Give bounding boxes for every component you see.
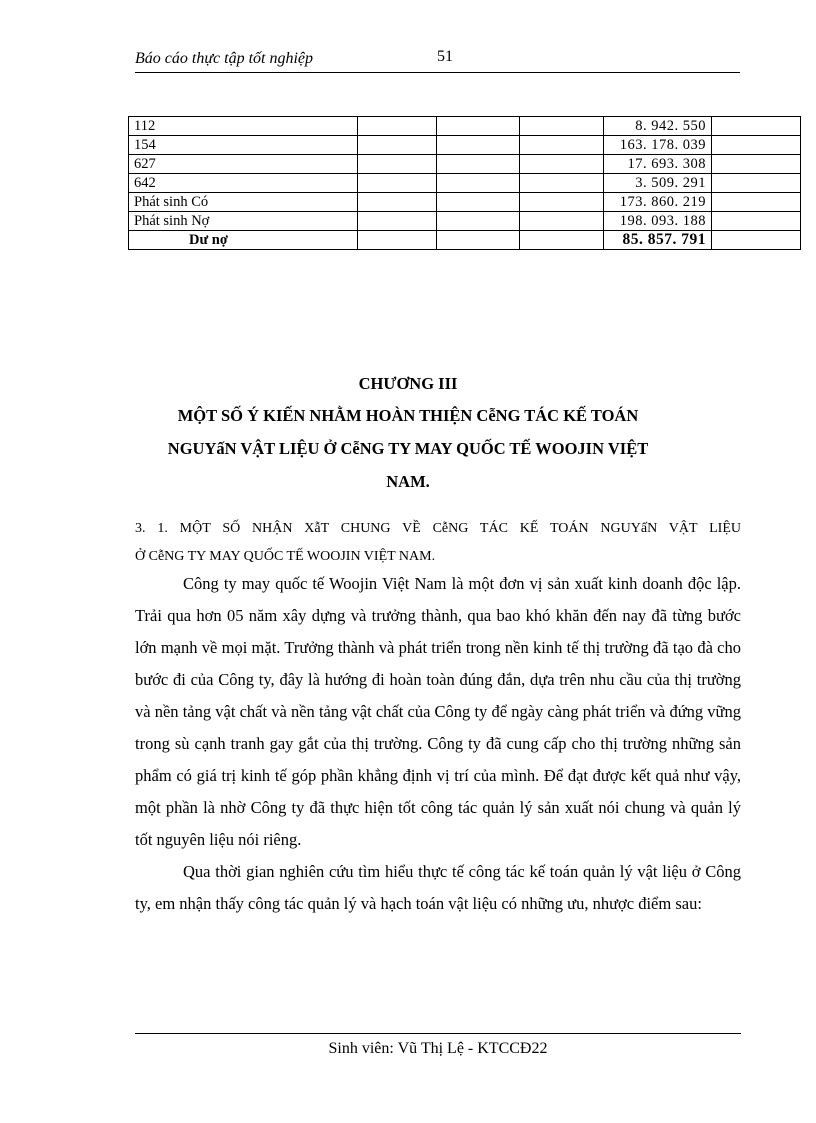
- empty-cell: [358, 155, 437, 174]
- empty-cell: [520, 212, 604, 231]
- amount-cell: 17. 693. 308: [604, 155, 712, 174]
- empty-cell: [437, 117, 520, 136]
- page-header: [135, 48, 740, 73]
- ledger-table: [128, 116, 801, 250]
- paragraph-1: Công ty may quốc tế Woojin Việt Nam là một đơn vị sản xuất kinh doanh độc lập. Trải qua hơn 05 năm xây dựng và trưởng thành, qua bao khó khăn đến nay đã từng bước lớn mạnh về mọi mặt. Trưởng thành và phát triển trong nền kinh tế thị trường đã tạo đà cho bước đi của Công ty, đây là hướng đi hoàn toàn đúng đắn, dựa trên nhu cầu của thị trường và nền tảng vật chất và nền tảng vật chất của Công ty để ngày càng phát triển và đứng vững trong sù cạnh tranh gay gắt của thị trường. Công ty đã cung cấp cho thị trường những sản phẩm có giá trị kinh tế góp phần khẳng định vị trí của mình. Để đạt được kết quả như vậy, một phần là nhờ Công ty đã thực hiện tốt công tác quản lý sản xuất nói chung và quản lý tốt nguyên liệu nói riêng.: [135, 574, 741, 849]
- empty-cell: [520, 136, 604, 155]
- table-row: [129, 117, 801, 136]
- chapter-title-line-2: NGUYấN VẬT LIỆU Ở CễNG TY MAY QUỐC TẾ WOOJIN VIỆT: [167, 439, 649, 458]
- account-cell: Phát sinh Nợ: [129, 212, 358, 231]
- empty-cell: [520, 155, 604, 174]
- empty-cell: [437, 212, 520, 231]
- account-cell: Phát sinh Có: [129, 193, 358, 212]
- empty-cell: [712, 231, 801, 250]
- section-heading-line-2: Ở CễNG TY MAY QUỐC TẾ WOOJIN VIỆT NAM.: [135, 549, 436, 564]
- section-heading-line-1: 3. 1. MỘT SỐ NHẬN XẫT CHUNG VỀ CễNG TÁC KẾ TOÁN NGUYấN VẬT LIỆU: [135, 521, 741, 536]
- empty-cell: [520, 117, 604, 136]
- total-amount: 85. 857. 791: [604, 231, 712, 250]
- empty-cell: [437, 155, 520, 174]
- empty-cell: [358, 117, 437, 136]
- empty-cell: [358, 231, 437, 250]
- chapter-title-line-3: NAM.: [386, 472, 430, 491]
- empty-cell: [437, 174, 520, 193]
- table-row: [129, 174, 801, 193]
- amount-cell: 173. 860. 219: [604, 193, 712, 212]
- empty-cell: [437, 136, 520, 155]
- total-row: [129, 231, 801, 250]
- empty-cell: [520, 231, 604, 250]
- body-text: [135, 568, 741, 920]
- amount-cell: 8. 942. 550: [604, 117, 712, 136]
- empty-cell: [712, 174, 801, 193]
- empty-cell: [358, 212, 437, 231]
- table-row: [129, 193, 801, 212]
- table-row: [129, 155, 801, 174]
- account-cell: 154: [129, 136, 358, 155]
- footer-divider: [135, 1033, 741, 1034]
- empty-cell: [712, 136, 801, 155]
- amount-cell: 163. 178. 039: [604, 136, 712, 155]
- empty-cell: [437, 193, 520, 212]
- empty-cell: [437, 231, 520, 250]
- empty-cell: [712, 117, 801, 136]
- footer-student: Sinh viên: Vũ Thị Lệ - KTCCĐ22: [328, 1040, 548, 1057]
- account-cell: 627: [129, 155, 358, 174]
- account-cell: 642: [129, 174, 358, 193]
- empty-cell: [358, 193, 437, 212]
- empty-cell: [712, 155, 801, 174]
- empty-cell: [520, 193, 604, 212]
- empty-cell: [358, 136, 437, 155]
- table-row: [129, 212, 801, 231]
- paragraph-2: Qua thời gian nghiên cứu tìm hiểu thực tế công tác kế toán quản lý vật liệu ở Công ty, em nhận thấy công tác quản lý và hạch toán vật liệu có những ưu, nhược điểm sau:: [135, 862, 741, 913]
- header-title: Báo cáo thực tập tốt nghiệp: [135, 50, 314, 67]
- empty-cell: [712, 212, 801, 231]
- chapter-title-line-1: MỘT SỐ Ý KIẾN NHẰM HOÀN THIỆN CễNG TÁC KẾ TOÁN: [177, 406, 639, 425]
- table-row: [129, 136, 801, 155]
- empty-cell: [520, 174, 604, 193]
- amount-cell: 3. 509. 291: [604, 174, 712, 193]
- empty-cell: [358, 174, 437, 193]
- empty-cell: [712, 193, 801, 212]
- total-label: Dư nợ: [129, 231, 358, 250]
- amount-cell: 198. 093. 188: [604, 212, 712, 231]
- chapter-label: CHƯƠNG III: [358, 374, 458, 393]
- account-cell: 112: [129, 117, 358, 136]
- page-number: 51: [437, 48, 453, 65]
